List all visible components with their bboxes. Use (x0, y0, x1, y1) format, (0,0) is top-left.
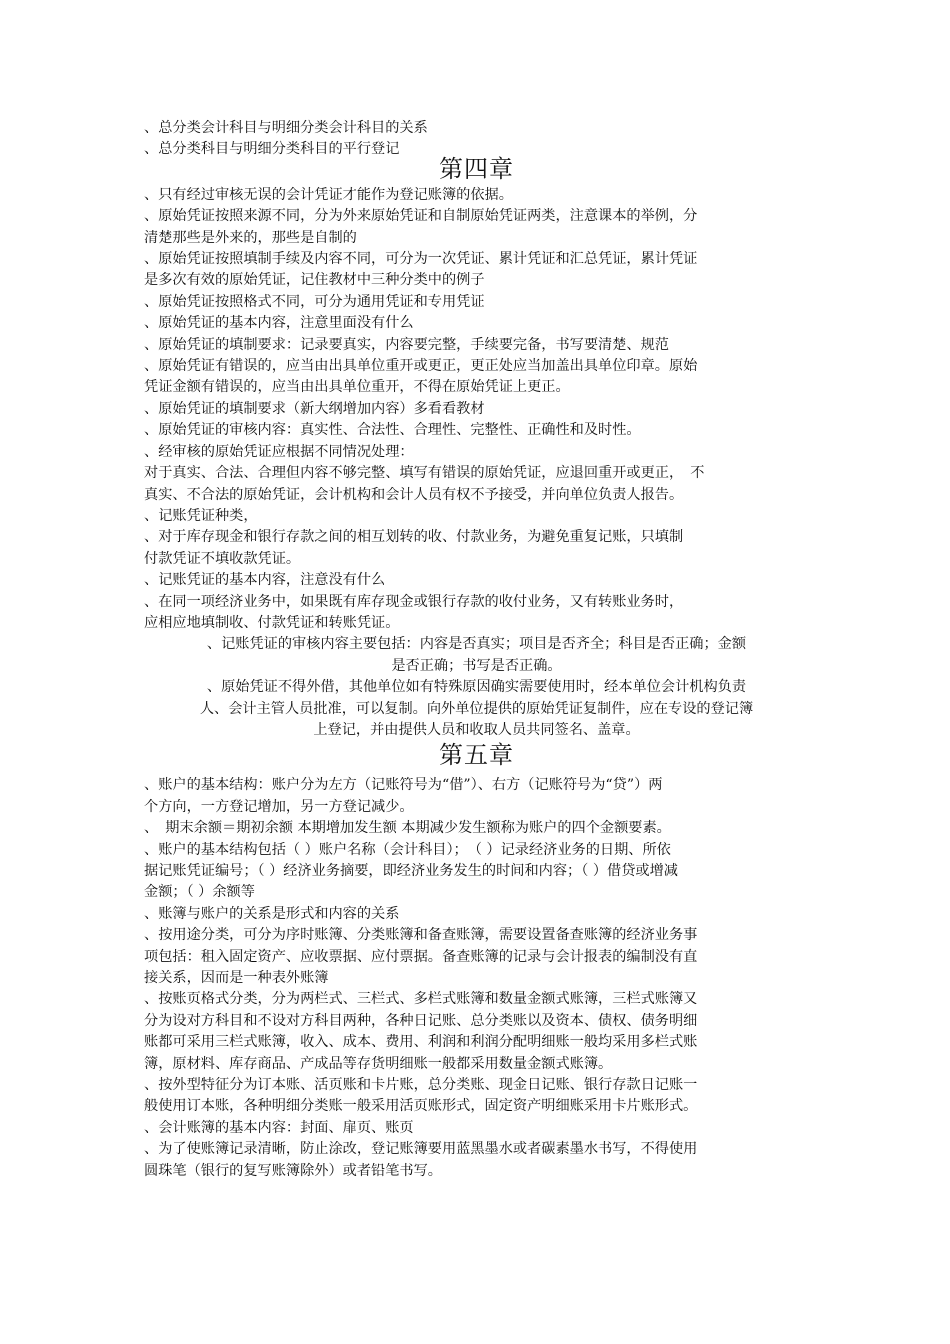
intro-line: 、总分类科目与明细分类科目的平行登记 (144, 141, 400, 158)
paragraph-line: 项包括：租入固定资产、应收票据、应付票据。备查账簿的记录与会计报表的编制没有直 (144, 948, 698, 965)
paragraph (144, 775, 809, 818)
paragraph (144, 1075, 809, 1118)
paragraph-line: 金额；（ ）余额等 (144, 884, 255, 901)
paragraph (144, 249, 809, 292)
paragraph-line: 、记账凭证的基本内容，注意没有什么 (144, 572, 386, 589)
paragraph (144, 1139, 809, 1182)
paragraph (144, 677, 809, 741)
paragraph (144, 292, 809, 313)
paragraph (144, 634, 809, 677)
paragraph-line: 账都可采用三栏式账簿，收入、成本、费用、利润和利润分配明细账一般均采用多栏式账 (144, 1034, 698, 1051)
paragraph-line: 凭证金额有错误的，应当由出具单位重开，不得在原始凭证上更正。 (144, 379, 570, 396)
paragraph-line: 真实、不合法的原始凭证，会计机构和会计人员有权不予接受，并向单位负责人报告。 (144, 486, 684, 503)
paragraph-line: 、原始凭证按照来源不同，分为外来原始凭证和自制原始凭证两类，注意课本的举例，分 (144, 208, 698, 225)
paragraph (144, 904, 809, 925)
paragraph-line: 、账簿与账户的关系是形式和内容的关系 (144, 905, 400, 922)
paragraph-line: 清楚那些是外来的，那些是自制的 (144, 229, 357, 246)
paragraph (144, 925, 809, 989)
paragraph-line: 是多次有效的原始凭证，记住教材中三种分类中的例子 (144, 272, 485, 289)
paragraph-line: 个方向，一方登记增加，另一方登记减少。 (144, 798, 414, 815)
paragraph (144, 840, 809, 904)
paragraph-line: 、原始凭证不得外借，其他单位如有特殊原因确实需要使用时，经本单位会计机构负责 (206, 679, 747, 696)
paragraph-line: 付款凭证不填收款凭证。 (144, 550, 301, 567)
paragraph-line: 、对于库存现金和银行存款之间的相互划转的收、付款业务，为避免重复记账，只填制 (144, 529, 684, 546)
paragraph (144, 592, 809, 635)
chapter-4-paragraphs (144, 185, 809, 635)
paragraph-line: 、只有经过审核无误的会计凭证才能作为登记账簿的依据。 (144, 186, 513, 203)
paragraph-line: 、账户的基本结构：账户分为左方（记账符号为“借”）、右方（记账符号为“贷”）两 (144, 777, 663, 794)
paragraph-line: 、原始凭证的填制要求（新大纲增加内容）多看看教材 (144, 400, 485, 417)
paragraph (144, 506, 809, 527)
paragraph-line: 、原始凭证的填制要求：记录要真实，内容要完整，手续要完备，书写要清楚、规范 (144, 336, 669, 353)
paragraph-line: 、记账凭证的审核内容主要包括：内容是否真实；项目是否齐全；科目是否正确；金额 (206, 636, 747, 653)
paragraph-line: 、原始凭证按照填制手续及内容不同，可分为一次凭证、累计凭证和汇总凭证，累计凭证 (144, 251, 698, 268)
paragraph-line: 、原始凭证按照格式不同，可分为通用凭证和专用凭证 (144, 293, 485, 310)
paragraph-line: 、原始凭证有错误的，应当由出具单位重开或更正，更正处应当加盖出具单位印章。原始 (144, 358, 698, 375)
paragraph-line: 、在同一项经济业务中，如果既有库存现金或银行存款的收付业务，又有转账业务时， (144, 593, 684, 610)
paragraph-line: 、经审核的原始凭证应根据不同情况处理： (144, 443, 414, 460)
paragraph-line: 上登记，并由提供人员和收取人员共同签名、盖章。 (313, 721, 640, 738)
paragraph-line: 般使用订本账，各种明细分类账一般采用活页账形式，固定资产明细账采用卡片账形式。 (144, 1098, 698, 1115)
paragraph-line: 、会计账簿的基本内容：封面、扉页、账页 (144, 1119, 414, 1136)
paragraph (144, 818, 809, 839)
paragraph (144, 570, 809, 591)
paragraph-line: 是否正确；书写是否正确。 (391, 657, 562, 674)
paragraph-line: 、原始凭证的审核内容：真实性、合法性、合理性、完整性、正确性和及时性。 (144, 422, 641, 439)
paragraph (144, 356, 809, 399)
paragraph-line: 接关系，因而是一种表外账簿 (144, 970, 329, 987)
chapter-4-centered-paragraphs (144, 634, 809, 741)
paragraph (144, 399, 809, 420)
paragraph-line: 对于真实、合法、合理但内容不够完整、填写有错误的原始凭证，应退回重开或更正， 不 (144, 465, 705, 482)
paragraph-line: 、按外型特征分为订本账、活页账和卡片账，总分类账、现金日记账、银行存款日记账一 (144, 1077, 698, 1094)
paragraph (144, 185, 809, 206)
paragraph-line: 分为设对方科目和不设对方科目两种，各种日记账、总分类账以及资本、债权、债务明细 (144, 1012, 698, 1029)
paragraph (144, 420, 809, 441)
document-body (144, 118, 809, 1182)
paragraph (144, 989, 809, 1075)
paragraph-line: 据记账凭证编号；（ ）经济业务摘要，即经济业务发生的时间和内容；（ ）借贷或增减 (144, 863, 678, 879)
paragraph (144, 463, 809, 506)
chapter-4-title: 第四章 (439, 154, 514, 183)
paragraph-line: 、 期末余额＝期初余额 本期增加发生额 本期减少发生额称为账户的四个金额要素。 (144, 820, 671, 837)
paragraph (144, 335, 809, 356)
paragraph-line: 、原始凭证的基本内容，注意里面没有什么 (144, 315, 414, 332)
chapter-5-title: 第五章 (439, 741, 514, 770)
paragraph-line: 圆珠笔（银行的复写账簿除外）或者铅笔书写。 (144, 1162, 442, 1179)
paragraph (144, 313, 809, 334)
paragraph-line: 、账户的基本结构包括（ ）账户名称（会计科目）； （ ）记录经济业务的日期、所依 (144, 841, 671, 858)
paragraph-line: 、为了使账簿记录清晰，防止涂改，登记账簿要用蓝黑墨水或者碳素墨水书写，不得使用 (144, 1141, 698, 1158)
paragraph-line: 、记账凭证种类， (144, 507, 258, 524)
paragraph-line: 、按账页格式分类，分为两栏式、三栏式、多栏式账簿和数量金额式账簿，三栏式账簿又 (144, 991, 698, 1008)
paragraph (144, 1118, 809, 1139)
intro-line: 、总分类会计科目与明细分类会计科目的关系 (144, 120, 428, 136)
paragraph (144, 527, 809, 570)
paragraph-line: 簿，原材料、库存商品、产成品等存货明细账一般都采用数量金额式账簿。 (144, 1055, 613, 1072)
paragraph-line: 人、会计主管人员批准，可以复制。向外单位提供的原始凭证复制件，应在专设的登记簿 (199, 700, 754, 717)
chapter-5-paragraphs (144, 775, 809, 1182)
paragraph (144, 206, 809, 249)
paragraph-line: 应相应地填制收、付款凭证和转账凭证。 (144, 614, 400, 631)
paragraph-line: 、按用途分类，可分为序时账簿、分类账簿和备查账簿，需要设置备查账簿的经济业务事 (144, 927, 698, 944)
paragraph (144, 442, 809, 463)
